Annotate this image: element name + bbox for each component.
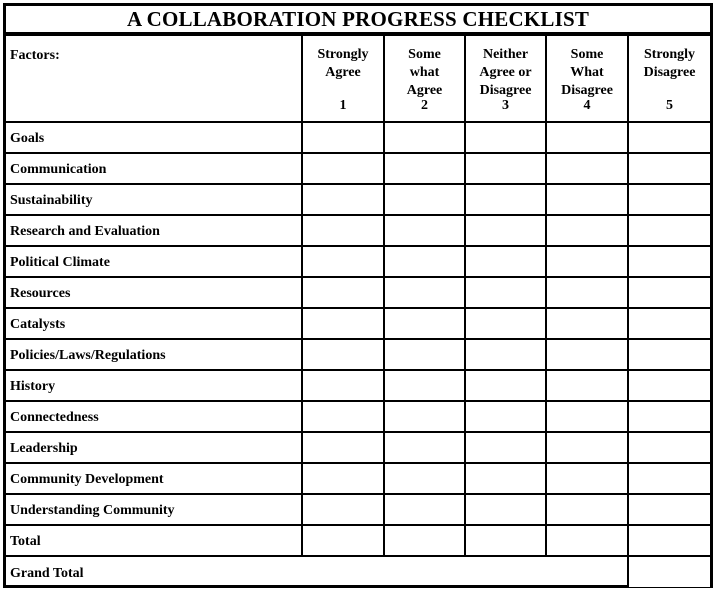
row-label: History [6, 370, 302, 401]
column-number: 4 [583, 98, 591, 113]
rating-cell-5[interactable] [628, 463, 710, 494]
rating-cell-1[interactable] [302, 308, 384, 339]
rating-cell-3[interactable] [465, 370, 546, 401]
table-row [6, 401, 710, 432]
row-label: Community Development [6, 463, 302, 494]
rating-cell-1[interactable] [302, 463, 384, 494]
column-number: 2 [421, 98, 428, 113]
row-label: Communication [6, 153, 302, 184]
column-label: Some what Agree [406, 47, 443, 98]
rating-cell-3[interactable] [465, 277, 546, 308]
rating-cell-5[interactable] [628, 432, 710, 463]
rating-cell-4[interactable] [546, 432, 628, 463]
rating-cell-3[interactable] [465, 308, 546, 339]
column-number: 1 [339, 98, 347, 113]
factors-header: Factors: [6, 36, 302, 122]
rating-cell-5[interactable] [628, 308, 710, 339]
rating-cell-3[interactable] [465, 463, 546, 494]
rating-cell-2[interactable] [384, 246, 465, 277]
rating-cell-4[interactable] [546, 122, 628, 153]
row-label: Catalysts [6, 308, 302, 339]
table-row [6, 184, 710, 215]
rating-cell-4[interactable] [546, 463, 628, 494]
table-row [6, 277, 710, 308]
column-header-strongly-agree [302, 36, 384, 122]
rating-cell-4[interactable] [546, 339, 628, 370]
rating-cell-3[interactable] [465, 401, 546, 432]
rating-cell-5[interactable] [628, 401, 710, 432]
rating-cell-1[interactable] [302, 432, 384, 463]
header-row [6, 36, 710, 122]
row-label: Goals [6, 122, 302, 153]
rating-cell-1[interactable] [302, 277, 384, 308]
rating-cell-1[interactable] [302, 525, 384, 556]
rating-cell-3[interactable] [465, 184, 546, 215]
rating-cell-2[interactable] [384, 339, 465, 370]
table-row [6, 463, 710, 494]
rating-cell-5[interactable] [628, 153, 710, 184]
table-row [6, 432, 710, 463]
table-row [6, 246, 710, 277]
column-header-somewhat-disagree [546, 36, 628, 122]
rating-cell-2[interactable] [384, 153, 465, 184]
rating-cell-1[interactable] [302, 370, 384, 401]
table-row [6, 339, 710, 370]
rating-cell-4[interactable] [546, 184, 628, 215]
page-title: A COLLABORATION PROGRESS CHECKLIST [6, 6, 710, 36]
row-label: Policies/Laws/Regulations [6, 339, 302, 370]
column-label: Neither Agree or Disagree [479, 47, 532, 98]
rating-cell-1[interactable] [302, 246, 384, 277]
rating-cell-1[interactable] [302, 122, 384, 153]
column-label: Strongly Agree [317, 47, 369, 80]
rating-cell-3[interactable] [465, 215, 546, 246]
column-header-neither [465, 36, 546, 122]
rating-cell-2[interactable] [384, 184, 465, 215]
table-row [6, 525, 710, 556]
table-row [6, 308, 710, 339]
table-row [6, 122, 710, 153]
rating-cell-2[interactable] [384, 122, 465, 153]
rating-cell-5[interactable] [628, 494, 710, 525]
rating-cell-2[interactable] [384, 308, 465, 339]
rating-cell-1[interactable] [302, 494, 384, 525]
rating-cell-1[interactable] [302, 184, 384, 215]
rating-cell-3[interactable] [465, 494, 546, 525]
row-label: Understanding Community [6, 494, 302, 525]
row-label: Resources [6, 277, 302, 308]
rating-cell-5[interactable] [628, 246, 710, 277]
rating-cell-3[interactable] [465, 153, 546, 184]
rating-cell-5[interactable] [628, 277, 710, 308]
rating-cell-3[interactable] [465, 122, 546, 153]
rating-cell-4[interactable] [546, 370, 628, 401]
rating-cell-2[interactable] [384, 370, 465, 401]
rating-cell-5[interactable] [628, 215, 710, 246]
rating-cell-2[interactable] [384, 401, 465, 432]
rating-cell-5[interactable] [628, 525, 710, 556]
table-row [6, 153, 710, 184]
row-label: Connectedness [6, 401, 302, 432]
rating-cell-4[interactable] [546, 277, 628, 308]
column-header-strongly-disagree [628, 36, 710, 122]
rating-cell-2[interactable] [384, 494, 465, 525]
rating-cell-1[interactable] [302, 215, 384, 246]
rating-cell-1[interactable] [302, 401, 384, 432]
rating-cell-2[interactable] [384, 215, 465, 246]
row-label: Leadership [6, 432, 302, 463]
column-number: 5 [666, 98, 673, 113]
rating-cell-2[interactable] [384, 525, 465, 556]
checklist-table [6, 36, 710, 587]
rating-cell-1[interactable] [302, 153, 384, 184]
rating-cell-2[interactable] [384, 463, 465, 494]
rating-cell-4[interactable] [546, 308, 628, 339]
table-row [6, 215, 710, 246]
rating-cell-3[interactable] [465, 525, 546, 556]
rating-cell-4[interactable] [546, 401, 628, 432]
grand-total-row [6, 556, 710, 587]
rating-cell-3[interactable] [465, 246, 546, 277]
rating-cell-4[interactable] [546, 494, 628, 525]
column-header-somewhat-agree [384, 36, 465, 122]
grand-total-label: Grand Total [6, 556, 628, 587]
rating-cell-5[interactable] [628, 339, 710, 370]
row-label: Political Climate [6, 246, 302, 277]
rating-cell-3[interactable] [465, 432, 546, 463]
rating-cell-4[interactable] [546, 246, 628, 277]
column-label: Strongly Disagree [643, 47, 696, 80]
row-label: Research and Evaluation [6, 215, 302, 246]
rating-cell-5[interactable] [628, 184, 710, 215]
rating-cell-2[interactable] [384, 277, 465, 308]
rating-cell-5[interactable] [628, 370, 710, 401]
table-row [6, 494, 710, 525]
checklist-frame [3, 3, 713, 588]
rating-cell-3[interactable] [465, 339, 546, 370]
rating-cell-1[interactable] [302, 339, 384, 370]
table-row [6, 370, 710, 401]
column-label: Some What Disagree [561, 47, 613, 98]
row-label: Total [6, 525, 302, 556]
column-number: 3 [502, 98, 509, 113]
rating-cell-5[interactable] [628, 122, 710, 153]
rating-cell-2[interactable] [384, 432, 465, 463]
row-label: Sustainability [6, 184, 302, 215]
grand-total-cell[interactable] [628, 556, 710, 587]
rating-cell-4[interactable] [546, 215, 628, 246]
rating-cell-4[interactable] [546, 525, 628, 556]
rating-cell-4[interactable] [546, 153, 628, 184]
checklist-body [6, 122, 710, 587]
